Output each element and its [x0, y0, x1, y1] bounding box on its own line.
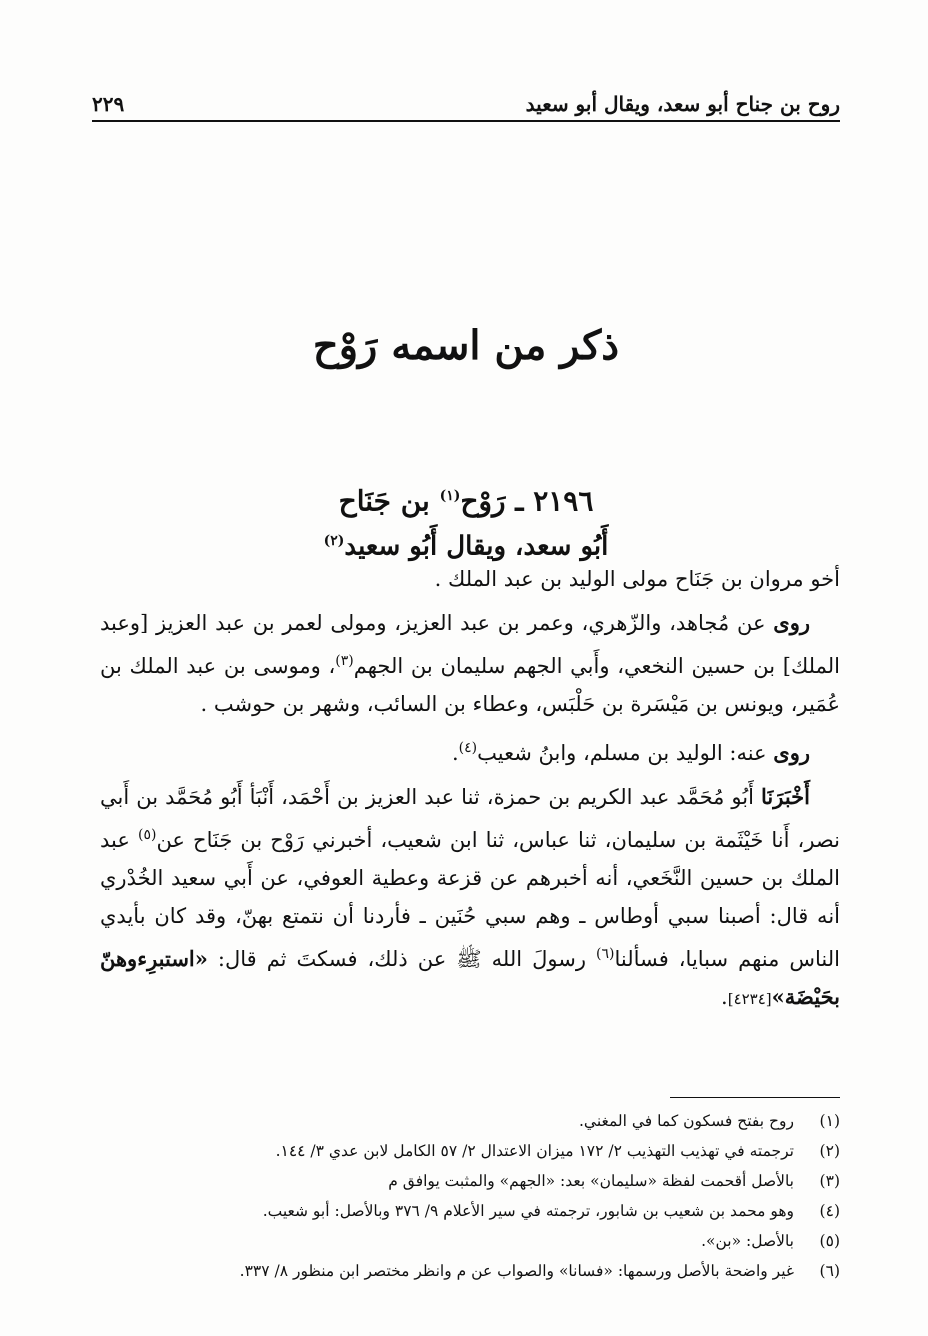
footnote [100, 1166, 840, 1196]
anhu-paragraph [100, 729, 840, 772]
entry-kunya: أَبُو سعد، ويقال أَبُو سعيد [344, 531, 609, 562]
anhu-end: . [451, 741, 459, 765]
riwaya-text-b: ، وموسى بن عبد الملك بن عُمَير، ويونس بن مَيْسَرة بن حَلْبَس، وعطاء بن السائب، وشهر بن حوشب . [100, 654, 840, 716]
riwaya-paragraph [100, 604, 840, 723]
footnote [100, 1226, 840, 1256]
footnote-text: ترجمته في تهذيب التهذيب ٢/ ١٧٢ ميزان الاعتدال ٢/ ٥٧ الكامل لابن عدي ٣/ ١٤٤. [275, 1142, 794, 1160]
main-text [100, 560, 840, 1024]
khabar-paragraph [100, 778, 840, 1018]
anhu-keyword: روى [773, 740, 810, 765]
hadith-end: . [721, 985, 728, 1009]
entry-number: ٢١٩٦ ـ رَوْح [460, 484, 594, 518]
riwaya-keyword: روى [773, 610, 810, 635]
footnote-ref-2: (٢) [323, 533, 345, 550]
footnotes [100, 1106, 840, 1286]
khabar-text-a: أَبُو مُحَمَّد عبد الكريم بن حمزة، ثنا عبد العزيز بن أَحْمَد، أَنْبَأ أَبُو مُحَمَّد بن أَبي نصر، أَنا خَيْثَمة بن سليمان، ثنا عباس، ثنا ابن شعيب، أخبرني رَوْح بن جَنَاح عن [100, 785, 840, 852]
footnote-text: بالأصل: «بن». [701, 1232, 794, 1250]
footnote-ref-6: (٦) [595, 946, 615, 962]
footnote-number: (٥) [819, 1232, 840, 1250]
footnote-separator [670, 1097, 840, 1098]
footnote-text: غير واضحة بالأصل ورسمها: «فسانا» والصواب عن م وانظر مختصر ابن منظور ٨/ ٣٣٧. [239, 1262, 794, 1280]
running-title: روح بن جناح أبو سعد، ويقال أبو سعيد [525, 92, 840, 116]
khabar-text-c: رسولَ الله ﷺ عن ذلك، فسكتَ ثم قال: [217, 947, 586, 971]
footnote [100, 1136, 840, 1166]
anhu-text: عنه: الوليد بن مسلم، وابنُ شعيب [477, 741, 767, 765]
footnote-text: روح بفتح فسكون كما في المغني. [578, 1112, 794, 1130]
khabar-keyword: أَخْبَرَنَا [761, 784, 810, 809]
footnote-ref-3: (٣) [335, 653, 354, 669]
footnote-ref-5: (٥) [137, 827, 157, 843]
footnote-number: (٤) [819, 1202, 840, 1220]
footnote-number: (٦) [819, 1262, 840, 1280]
page-number: ٢٢٩ [92, 92, 125, 116]
khabar-text-b: عبد الملك بن حسين النَّخَعي، أنه أخبرهم عن قزعة وعطية العوفي، عن أَبي سعيد الخُدْري أنه قال: أصبنا سبي أوطاس ـ وهم سبي حُنَين ـ فأردنا أن نتمتع بهنّ، وقد كان بأيدي الناس منهم سبايا، فسألنا [100, 828, 840, 971]
hadith-quote: «استبرِءوهنّ بحَيْضَة» [100, 946, 840, 1009]
intro-paragraph: أخو مروان بن جَنَاح مولى الوليد بن عبد الملك . [434, 567, 840, 591]
footnote [100, 1256, 840, 1286]
footnote-text: بالأصل أقحمت لفظة «سليمان» بعد: «الجهم» والمثبت يوافق م [388, 1172, 794, 1190]
footnote-ref-1: (١) [439, 488, 461, 504]
entry-number-line [92, 476, 840, 521]
footnote-number: (٣) [819, 1172, 840, 1190]
entry-heading [92, 476, 840, 567]
hadith-number: [٤٢٣٤] [727, 990, 772, 1008]
section-title: ذكر من اسمه رَوْح [312, 322, 620, 369]
footnote-ref-4: (٤) [458, 740, 478, 756]
footnote-number: (٢) [819, 1142, 840, 1160]
running-header [92, 82, 840, 122]
entry-name-end: بن جَنَاح [338, 484, 430, 518]
footnote [100, 1196, 840, 1226]
footnote [100, 1106, 840, 1136]
footnote-text: وهو محمد بن شعيب بن شابور، ترجمته في سير الأعلام ٩/ ٣٧٦ وبالأصل: أبو شعيب. [262, 1202, 794, 1220]
riwaya-text-a: عن مُجاهد، والزّهري، وعمر بن عبد العزيز، ومولى لعمر بن عبد العزيز [وعبد الملك] بن حسين النخعي، وأَبي الجهم سليمان بن الجهم [100, 611, 840, 678]
footnote-number: (١) [819, 1112, 840, 1130]
